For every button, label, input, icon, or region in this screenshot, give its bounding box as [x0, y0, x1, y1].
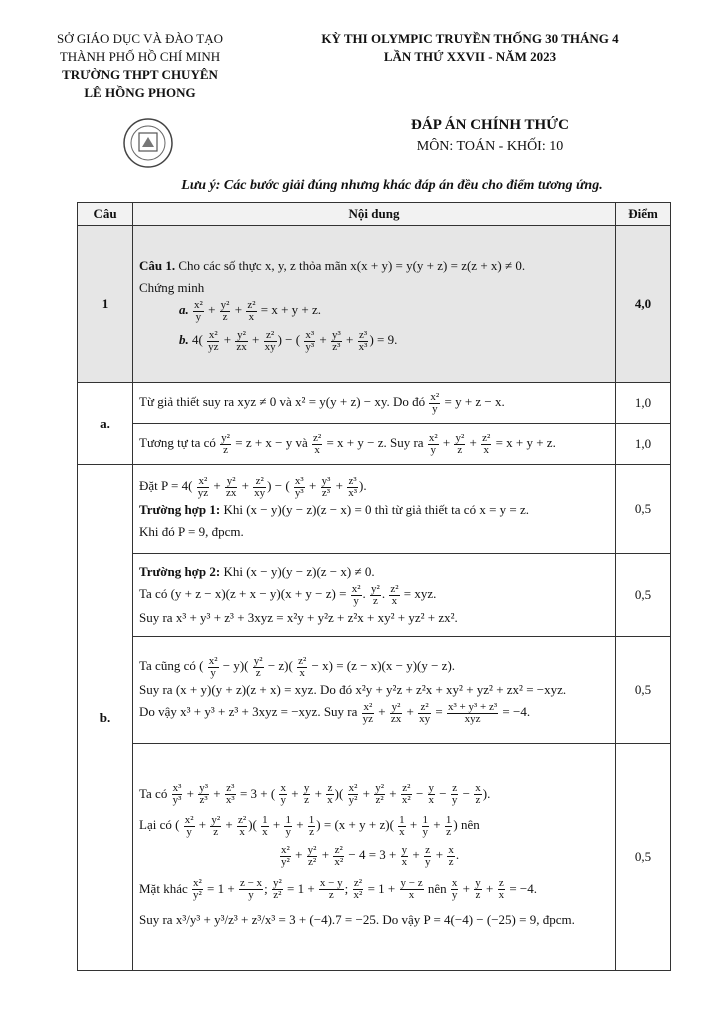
- table-row: [78, 424, 671, 465]
- prove-text: Chứng minh: [139, 280, 205, 296]
- answer-table: [77, 202, 671, 971]
- subject-line: MÔN: TOÁN - KHỐI: 10: [416, 139, 564, 154]
- col-header-diem: Điểm: [616, 203, 671, 226]
- cell-cau-b: b.: [78, 465, 133, 971]
- question-label: Câu 1.: [139, 258, 176, 274]
- dept-name: SỞ GIÁO DỤC VÀ ĐÀO TẠO: [57, 31, 223, 46]
- school-name-2: LÊ HỒNG PHONG: [84, 85, 196, 100]
- table-row: [78, 226, 671, 383]
- question-statement: [133, 226, 616, 383]
- solution-a-step1: Từ giả thiết suy ra xyz ≠ 0 và x² = y(y + z) − xy. Do đó $\frac{\text{x²}}{y}$ = y + z − x.: [133, 383, 616, 424]
- grading-note: Lưu ý: Các bước giải đúng nhưng khác đáp án đều cho điểm tương ứng.: [181, 178, 603, 193]
- part-b-statement: b. 4( $\frac{\text{x²}}{yz}$ + $\frac{\text{y²}}{zx}$ + $\frac{\text{z²}}{xy}$ ) − ( $\frac{\text{x³}}{\text{y³}}$ + $\frac{\text{y³}}{\text{z³}}$ + $\frac{\text{z³}}{\text{x³}}$ ) = 9.: [179, 328, 398, 353]
- exam-name: KỲ THI OLYMPIC TRUYỀN THỐNG 30 THÁNG 4: [321, 31, 619, 46]
- score-b4: 0,5: [616, 744, 671, 971]
- score-a2: 1,0: [616, 424, 671, 465]
- score-b1: 0,5: [616, 465, 671, 554]
- cell-diem: 4,0: [616, 226, 671, 383]
- solution-b-step4: Ta có $\frac{\text{x³}}{\text{y³}}$ + $\frac{\text{y³}}{\text{z³}}$ + $\frac{\text{z³}}{\text{x³}}$ = 3 + ( $\frac{x}{y}$ + $\frac{y}{z}$ + $\frac{z}{x}$ )( $\frac{\text{x²}}{\text{y²}}$ + $\frac{\text{y²}}{\text{z²}}$ + $\frac{\text{z²}}{\text{x²}}$ − $\frac{y}{x}$ − $\frac{z}{y}$ − $\frac{x}{z}$ ). Lại có ( $\frac{\text{x²}}{y}$ + $\frac{\text{y²}}{z}$ + $\frac{\text{z²}}{x}$ )( $\frac{1}{x}$ + $\frac{1}{y}$ + $\frac{1}{z}$ ) = (x + y + z)( $\frac{1}{x}$ + $\frac{1}{y}$ + $\frac{1}{z}$ ) nên $\frac{\text{x²}}{\text{y²}}$ + $\frac{\text{y²}}{\text{z²}}$ + $\frac{\text{z²}}{\text{x²}}$ − 4 = 3 + $\frac{y}{x}$ + $\frac{z}{y}$ + $\frac{x}{z}$ . Mặt khác $\frac{\text{x²}}{\text{y²}}$ = 1 + $\frac{z - x}{y}$ ; $\frac{\text{y²}}{\text{z²}}$ = 1 + $\frac{x - y}{z}$ ; $\frac{\text{z²}}{\text{x²}}$ = 1 + $\frac{y - z}{x}$ nên $\frac{x}{y}$ + $\frac{y}{z}$ + $\frac{z}{x}$ = −4. Suy ra x³/y³ + y³/z³ + z³/x³ = 3 + (−4).7 = −25. Do vậy P = 4(−4) − (−25) = 9, đpcm.: [133, 744, 616, 971]
- header-left: [40, 30, 240, 102]
- solution-a-step2: Tương tự ta có $\frac{\text{y²}}{z}$ = z + x − y và $\frac{\text{z²}}{x}$ = x + y − z. Suy ra $\frac{\text{x²}}{y}$ + $\frac{\text{y²}}{z}$ + $\frac{\text{z²}}{x}$ = x + y + z.: [133, 424, 616, 465]
- table-row: [78, 554, 671, 637]
- school-seal-icon: [122, 117, 174, 169]
- table-row: [78, 744, 671, 971]
- col-header-cau: Câu: [78, 203, 133, 226]
- solution-b-step1: Đặt P = 4( $\frac{\text{x²}}{yz}$ + $\frac{\text{y²}}{zx}$ + $\frac{\text{z²}}{xy}$ ) − ( $\frac{\text{x³}}{\text{y³}}$ + $\frac{\text{y³}}{\text{z³}}$ + $\frac{\text{z³}}{\text{x³}}$ ). Trường hợp 1: Khi (x − y)(y − z)(z − x) = 0 thì từ giả thiết ta có x = y = z. Khi đó P = 9, đpcm.: [133, 465, 616, 554]
- question-text: Cho các số thực x, y, z thỏa mãn x(x + y) = y(y + z) = z(z + x) ≠ 0.: [178, 258, 526, 274]
- exam-edition: LẦN THỨ XXVII - NĂM 2023: [383, 49, 557, 64]
- answer-key-title: ĐÁP ÁN CHÍNH THỨC: [411, 117, 569, 133]
- cell-cau-a: a.: [78, 383, 133, 465]
- score-b2: 0,5: [616, 554, 671, 637]
- table-header-row: [78, 203, 671, 226]
- score-a1: 1,0: [616, 383, 671, 424]
- city-name: THÀNH PHỐ HỒ CHÍ MINH: [59, 49, 221, 64]
- score-b3: 0,5: [616, 637, 671, 744]
- solution-b-step2: Trường hợp 2: Khi (x − y)(y − z)(z − x) ≠ 0. Ta có (y + z − x)(z + x − y)(x + y − z) = $\frac{\text{x²}}{y}$ . $\frac{\text{y²}}{z}$ . $\frac{\text{z²}}{x}$ = xyz. Suy ra x³ + y³ + z³ + 3xyz = x²y + y²z + z²x + xy² + yz² + zx².: [133, 554, 616, 637]
- solution-b-step3: Ta cũng có ( $\frac{\text{x²}}{y}$ − y)( $\frac{\text{y²}}{z}$ − z)( $\frac{\text{z²}}{x}$ − x) = (z − x)(x − y)(y − z). Suy ra (x + y)(y + z)(z + x) = xyz. Do đó x²y + y²z + z²x + xy² + yz² + zx² = −xyz. Do vậy x³ + y³ + z³ + 3xyz = −xyz. Suy ra $\frac{\text{x²}}{yz}$ + $\frac{\text{y²}}{zx}$ + $\frac{\text{z²}}{xy}$ = $\frac{\text{x³ + y³ + z³}}{\text{xyz}}$ = −4.: [133, 637, 616, 744]
- table-row: [78, 383, 671, 424]
- table-row: [78, 465, 671, 554]
- header-right: [300, 30, 640, 66]
- cell-cau: 1: [78, 226, 133, 383]
- col-header-noidung: Nội dung: [133, 203, 616, 226]
- table-row: [78, 637, 671, 744]
- part-a-statement: a. $\frac{\text{x²}}{y}$ + $\frac{\text{y²}}{z}$ + $\frac{\text{z²}}{x}$ = x + y + z.: [179, 299, 322, 323]
- school-name-1: TRƯỜNG THPT CHUYÊN: [62, 67, 218, 82]
